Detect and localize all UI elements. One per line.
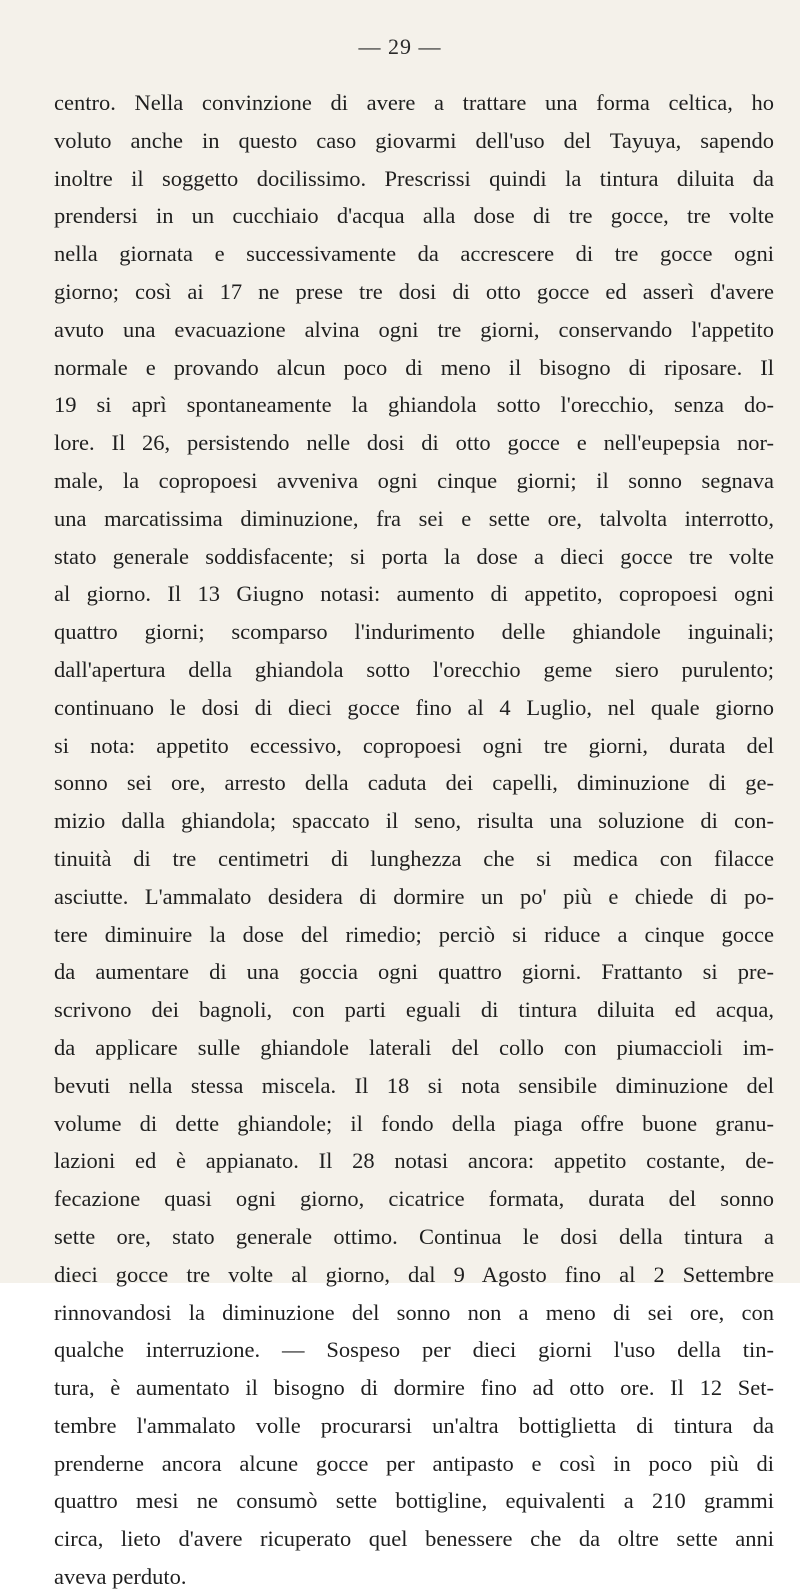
text-line: prendersi in un cucchiaio d'acqua alla dose di tre gocce, tre volte <box>54 203 774 229</box>
text-line: qualche interruzione. — Sospeso per dieci giorni l'uso della tin- <box>54 1337 774 1363</box>
page-number: — 29 — <box>358 34 442 59</box>
text-line: quattro mesi ne consumò sette bottigline, equivalenti a 210 grammi <box>54 1488 774 1514</box>
text-line: normale e provando alcun poco di meno il bisogno di riposare. Il <box>54 354 774 380</box>
text-line: fecazione quasi ogni giorno, cicatrice formata, durata del sonno <box>54 1186 774 1212</box>
text-line: mizio dalla ghiandola; spaccato il seno, risulta una soluzione di con- <box>54 808 774 834</box>
text-line: si nota: appetito eccessivo, copropoesi ogni tre giorni, durata del <box>54 732 774 758</box>
text-line: dieci gocce tre volte al giorno, dal 9 Agosto fino al 2 Settembre <box>54 1261 774 1287</box>
text-line: una marcatissima diminuzione, fra sei e sette ore, talvolta interrotto, <box>54 505 774 531</box>
text-line: bevuti nella stessa miscela. Il 18 si nota sensibile diminuzione del <box>54 1072 774 1098</box>
text-line: sonno sei ore, arresto della caduta dei capelli, diminuzione di ge- <box>54 770 774 796</box>
text-line: tere diminuire la dose del rimedio; perciò si riduce a cinque gocce <box>54 921 774 947</box>
text-line: lazioni ed è appianato. Il 28 notasi ancora: appetito costante, de- <box>54 1148 774 1174</box>
text-line: scrivono dei bagnoli, con parti eguali di tintura diluita ed acqua, <box>54 997 774 1023</box>
text-line: stato generale soddisfacente; si porta la dose a dieci gocce tre volte <box>54 543 774 569</box>
text-line: quattro giorni; scomparso l'indurimento delle ghiandole inguinali; <box>54 619 774 645</box>
text-line: lore. Il 26, persistendo nelle dosi di otto gocce e nell'eupepsia nor- <box>54 430 774 456</box>
text-line: tura, è aumentato il bisogno di dormire fino ad otto ore. Il 12 Set- <box>54 1375 774 1401</box>
text-line: male, la copropoesi avveniva ogni cinque giorni; il sonno segnava <box>54 467 774 493</box>
text-line: avuto una evacuazione alvina ogni tre giorni, conservando l'appetito <box>54 316 774 342</box>
text-line: giorno; così ai 17 ne prese tre dosi di otto gocce ed asserì d'avere <box>54 278 774 304</box>
text-line: rinnovandosi la diminuzione del sonno non a meno di sei ore, con <box>54 1299 774 1325</box>
text-line: da aumentare di una goccia ogni quattro giorni. Frattanto si pre- <box>54 959 774 985</box>
text-line: continuano le dosi di dieci gocce fino al 4 Luglio, nel quale giorno <box>54 694 774 720</box>
text-line: 19 si aprì spontaneamente la ghiandola sotto l'orecchio, senza do- <box>54 392 774 418</box>
text-line: sette ore, stato generale ottimo. Continua le dosi della tintura a <box>54 1223 774 1249</box>
text-line: voluto anche in questo caso giovarmi dell'uso del Tayuya, sapendo <box>54 127 774 153</box>
text-line: da applicare sulle ghiandole laterali del collo con piumaccioli im- <box>54 1034 774 1060</box>
text-line: dall'apertura della ghiandola sotto l'orecchio geme siero purulento; <box>54 656 774 682</box>
text-line: centro. Nella convinzione di avere a trattare una forma celtica, ho <box>54 90 774 115</box>
text-line: circa, lieto d'avere ricuperato quel benessere che da oltre sette anni <box>54 1526 774 1552</box>
text-line: al giorno. Il 13 Giugno notasi: aumento di appetito, copropoesi ogni <box>54 581 774 607</box>
text-line: inoltre il soggetto docilissimo. Prescrissi quindi la tintura diluita da <box>54 165 774 191</box>
text-line: nella giornata e successivamente da accrescere di tre gocce ogni <box>54 241 774 267</box>
text-line: tinuità di tre centimetri di lunghezza che si medica con filacce <box>54 845 774 871</box>
text-line: asciutte. L'ammalato desidera di dormire un po' più e chiede di po- <box>54 883 774 909</box>
text-line: volume di dette ghiandole; il fondo della piaga offre buone granu- <box>54 1110 774 1136</box>
body-text <box>54 84 774 1596</box>
text-line: tembre l'ammalato volle procurarsi un'altra bottiglietta di tintura da <box>54 1412 774 1438</box>
text-line: prenderne ancora alcune gocce per antipasto e così in poco più di <box>54 1450 774 1476</box>
text-line: aveva perduto. <box>54 1564 187 1590</box>
